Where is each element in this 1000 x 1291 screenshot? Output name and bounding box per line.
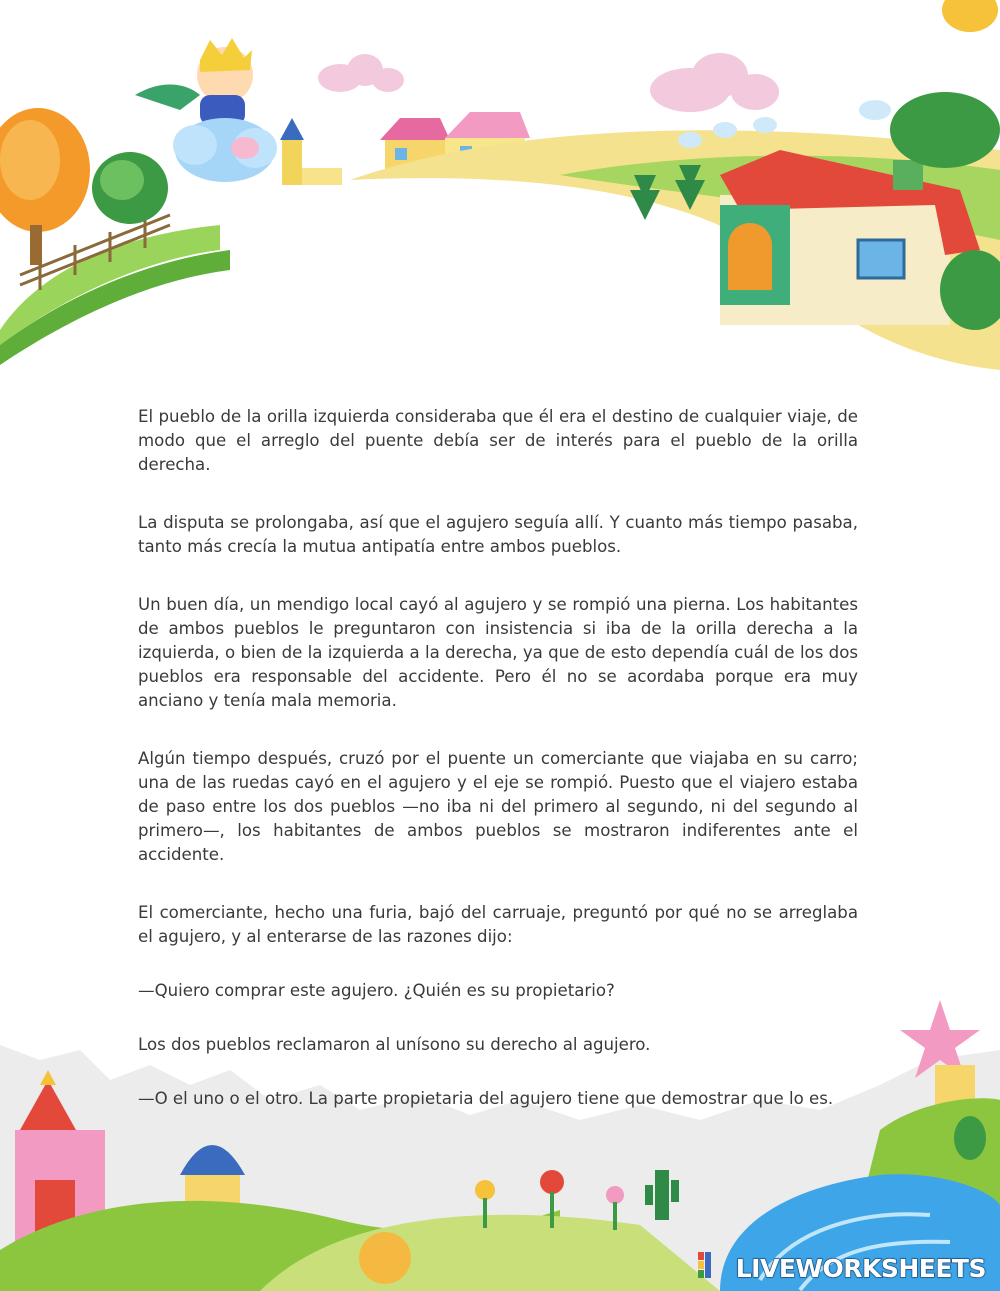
paragraph: —O el uno o el otro. La parte propietaria del agujero tiene que demostrar que lo es. [138,1089,834,1108]
paragraph: —Quiero comprar este agujero. ¿Quién es su propietario? [138,981,615,1000]
paragraph: El comerciante, hecho una furia, bajó del carruaje, preguntó por qué no se arreglaba el agujero, y al enterarse de las razones dijo: [138,903,858,946]
paragraph: Los dos pueblos reclamaron al unísono su derecho al agujero. [138,1035,651,1054]
watermark-text: LIVEWORKSHEETS [735,1253,986,1283]
top-illustration [0,0,1000,370]
paragraph: Algún tiempo después, cruzó por el puente un comerciante que viajaba en su carro; una de las ruedas cayó en el agujero y el eje se rompió. Puesto que el viajero estaba de paso entre los dos pueblos —no iba ni del primero al segundo, ni del segundo al primero—, los habitantes de ambos pueblos se mostraron indiferentes ante el accidente. [138,749,858,864]
boy-on-sheep-cloud [135,38,277,182]
cloud-left [318,54,404,92]
liveworksheets-watermark[interactable] [736,1253,986,1283]
right-bush [890,92,1000,168]
story-text [138,405,858,1145]
paragraph: Un buen día, un mendigo local cayó al agujero y se rompió una pierna. Los habitantes de ambos pueblos le preguntaron con insistencia si iba de la orilla derecha a la izquierda, o bien de la izquierda a la derecha, ya que de esto dependía cuál de los dos pueblos era responsable del accidente. Pero él no se acordaba porque era muy anciano y tenía mala memoria. [138,595,858,710]
cloud-pink [650,53,779,112]
small-tower [280,118,342,185]
paragraph: El pueblo de la orilla izquierda consideraba que él era el destino de cualquier viaje, de modo que el arreglo del puente debía ser de interés para el pueblo de la orilla derecha. [138,407,858,474]
sun-lion [359,1232,411,1284]
paragraph: La disputa se prolongaba, así que el agujero seguía allí. Y cuanto más tiempo pasaba, tanto más crecía la mutua antipatía entre ambos pueblos. [138,513,858,556]
